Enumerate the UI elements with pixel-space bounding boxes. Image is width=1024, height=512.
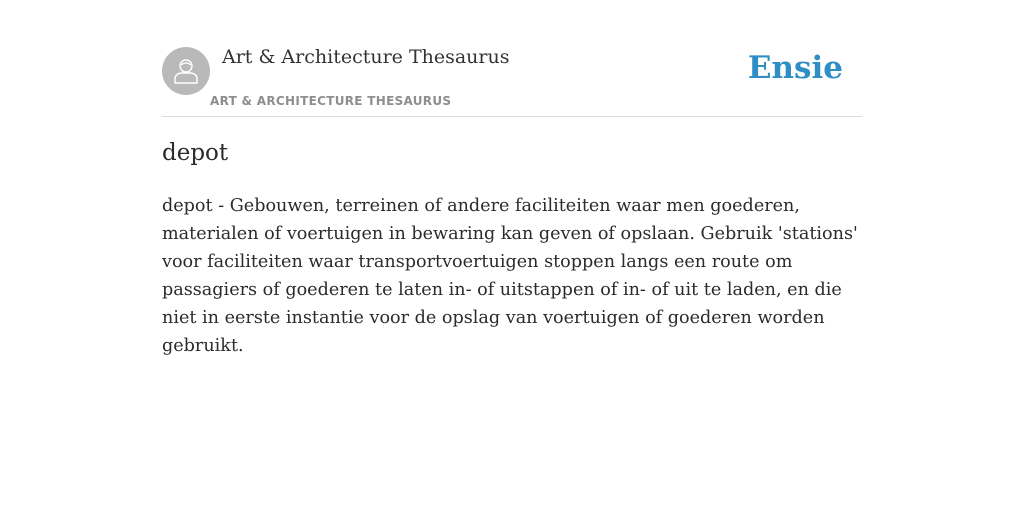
page-header — [162, 0, 862, 117]
ensie-logo[interactable]: Ensie — [747, 50, 843, 86]
page-container — [162, 0, 862, 356]
author-subtitle: ART & ARCHITECTURE THESAURUS — [210, 94, 452, 108]
avatar[interactable] — [162, 47, 210, 95]
entry-title: depot — [162, 140, 229, 166]
author-name[interactable]: Art & Architecture Thesaurus — [222, 46, 510, 68]
entry-definition: depot - Gebouwen, terreinen of andere faciliteiten waar men goederen, materialen of voertuigen in bewaring kan geven of opslaan. Gebruik 'stations' voor faciliteiten waar transportvoertuigen stoppen langs een route om passagiers of goederen te laten in- of uitstappen of in- of uit te laden, en die niet in eerste instantie voor de opslag van voertuigen of goederen worden gebruikt. — [162, 196, 858, 356]
user-avatar-icon — [171, 56, 201, 86]
